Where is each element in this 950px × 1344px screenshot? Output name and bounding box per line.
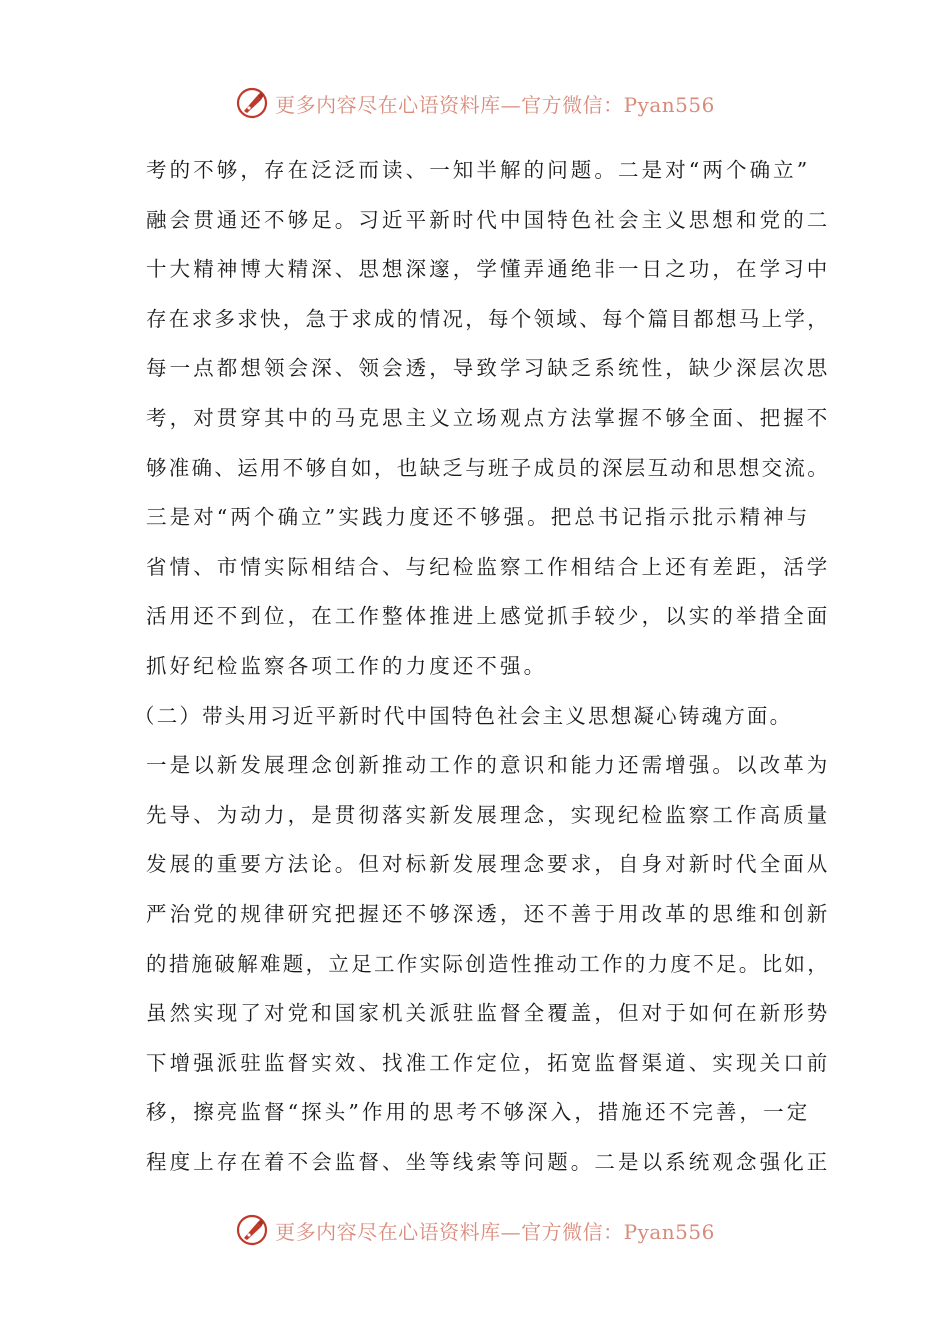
body-line: 省情、市情实际相结合、与纪检监察工作相结合上还有差距，活学 [146, 554, 831, 579]
header-watermark [0, 83, 950, 123]
body-line: 考，对贯穿其中的马克思主义立场观点方法掌握不够全面、把握不 [146, 405, 831, 430]
body-line: 每一点都想领会深、领会透，导致学习缺乏系统性，缺少深层次思 [146, 356, 831, 381]
pen-nib-icon [235, 86, 269, 120]
body-line: 虽然实现了对党和国家机关派驻监督全覆盖，但对于如何在新形势 [146, 1001, 831, 1026]
body-line: 程度上存在着不会监督、坐等线索等问题。二是以系统观念强化正 [146, 1149, 831, 1174]
body-line: 三是对“两个确立”实践力度还不够强。把总书记指示批示精神与 [146, 505, 811, 530]
body-line: 十大精神博大精深、思想深邃，学懂弄通绝非一日之功，在学习中 [146, 257, 831, 282]
body-line: 发展的重要方法论。但对标新发展理念要求，自身对新时代全面从 [146, 852, 831, 877]
document-body [134, 152, 831, 1193]
body-line: 一是以新发展理念创新推动工作的意识和能力还需增强。以改革为 [146, 753, 831, 778]
header-watermark-text: 更多内容尽在心语资料库—官方微信：Pyan556 [275, 92, 715, 117]
footer-watermark-text: 更多内容尽在心语资料库—官方微信：Pyan556 [275, 1219, 715, 1244]
body-line: 存在求多求快，急于求成的情况，每个领域、每个篇目都想马上学， [146, 306, 830, 331]
pen-nib-icon [235, 1213, 269, 1247]
body-line: 抓好纪检监察各项工作的力度还不强。 [146, 653, 548, 678]
body-line: 下增强派驻监督实效、找准工作定位，拓宽监督渠道、实现关口前 [146, 1050, 831, 1075]
body-line: 严治党的规律研究把握还不够深透，还不善于用改革的思维和创新 [146, 901, 831, 926]
footer-watermark [0, 1210, 950, 1250]
body-line: 考的不够，存在泛泛而读、一知半解的问题。二是对“两个确立” [146, 158, 811, 182]
body-line: 融会贯通还不够足。习近平新时代中国特色社会主义思想和党的二 [146, 207, 831, 232]
body-line: 先导、为动力，是贯彻落实新发展理念，实现纪检监察工作高质量 [146, 802, 831, 827]
body-line: 移，擦亮监督“探头”作用的思考不够深入，措施还不完善，一定 [146, 1100, 811, 1125]
section-heading: （二）带头用习近平新时代中国特色社会主义思想凝心铸魂方面。 [134, 703, 793, 728]
body-line: 活用还不到位，在工作整体推进上感觉抓手较少，以实的举措全面 [146, 604, 831, 629]
body-line: 的措施破解难题，立足工作实际创造性推动工作的力度不足。比如， [146, 951, 830, 976]
body-line: 够准确、运用不够自如，也缺乏与班子成员的深层互动和思想交流。 [146, 455, 830, 480]
